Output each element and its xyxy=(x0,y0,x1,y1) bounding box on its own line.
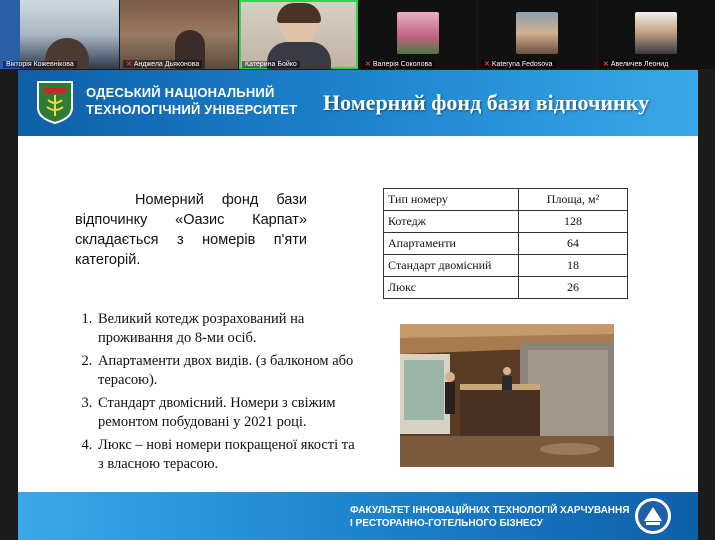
room-category-list xyxy=(72,310,356,478)
table-row: Апартаменти 64 xyxy=(384,233,628,255)
mic-muted-icon: ✕ xyxy=(484,61,490,68)
participant-name: ✕ Kateryna Fedosova xyxy=(481,60,556,68)
university-logo xyxy=(36,80,74,124)
table-header-row: Тип номеру Площа, м² xyxy=(384,189,628,211)
list-item: 3. Стандарт двомісний. Номери з свіжим ремонтом побудовані у 2021 році. xyxy=(96,394,356,432)
list-item: 1. Великий котедж розрахований на проживання до 8-ми осіб. xyxy=(96,310,356,348)
table-row: Люкс 26 xyxy=(384,277,628,299)
slide-title: Номерний фонд бази відпочинку xyxy=(323,90,650,115)
list-item: 2. Апартаменти двох видів. (з балконом або терасою). xyxy=(96,352,356,390)
participant-tile[interactable] xyxy=(0,0,119,69)
participant-strip xyxy=(0,0,715,70)
mic-muted-icon: ✕ xyxy=(365,61,371,68)
participant-tile-active-speaker[interactable] xyxy=(239,0,358,69)
participant-name: Вікторія Кожевнікова xyxy=(3,61,77,68)
hotel-reception-photo xyxy=(400,324,614,467)
room-table xyxy=(383,188,628,299)
participant-name: ✕ Валерія Соколова xyxy=(362,60,435,68)
intro-paragraph: Номерний фонд бази відпочинку «Оазис Карпат» складається з номерів п'яти категорій. xyxy=(75,192,307,268)
university-name: ОДЕСЬКИЙ НАЦІОНАЛЬНИЙ ТЕХНОЛОГІЧНИЙ УНІВЕРСИТЕТ xyxy=(86,85,298,117)
avatar xyxy=(516,12,558,54)
participant-tile[interactable] xyxy=(597,0,715,69)
table-row: Стандарт двомісний 18 xyxy=(384,255,628,277)
mic-muted-icon: ✕ xyxy=(126,61,132,68)
faculty-name: ФАКУЛЬТЕТ ІННОВАЦІЙНИХ ТЕХНОЛОГІЙ ХАРЧУВАННЯ І РЕСТОРАННО-ГОТЕЛЬНОГО БІЗНЕСУ xyxy=(350,505,630,529)
avatar xyxy=(635,12,677,54)
participant-tile[interactable] xyxy=(120,0,238,69)
list-item: 4. Люкс – нові номери покращеної якості та з власною терасою. xyxy=(96,436,356,474)
participant-name: ✕ Авеличев Леонид xyxy=(600,60,671,68)
participant-name: Катерина Бойко xyxy=(242,61,300,68)
table-row: Котедж 128 xyxy=(384,211,628,233)
slide-header xyxy=(18,70,698,136)
shared-slide xyxy=(18,70,698,540)
faculty-emblem-icon xyxy=(634,497,672,535)
participant-tile[interactable] xyxy=(478,0,596,69)
participant-name: ✕ Анджела Дьяконова xyxy=(123,60,202,68)
participant-tile[interactable] xyxy=(359,0,477,69)
avatar xyxy=(397,12,439,54)
mic-muted-icon: ✕ xyxy=(603,61,609,68)
slide-footer xyxy=(18,492,698,540)
